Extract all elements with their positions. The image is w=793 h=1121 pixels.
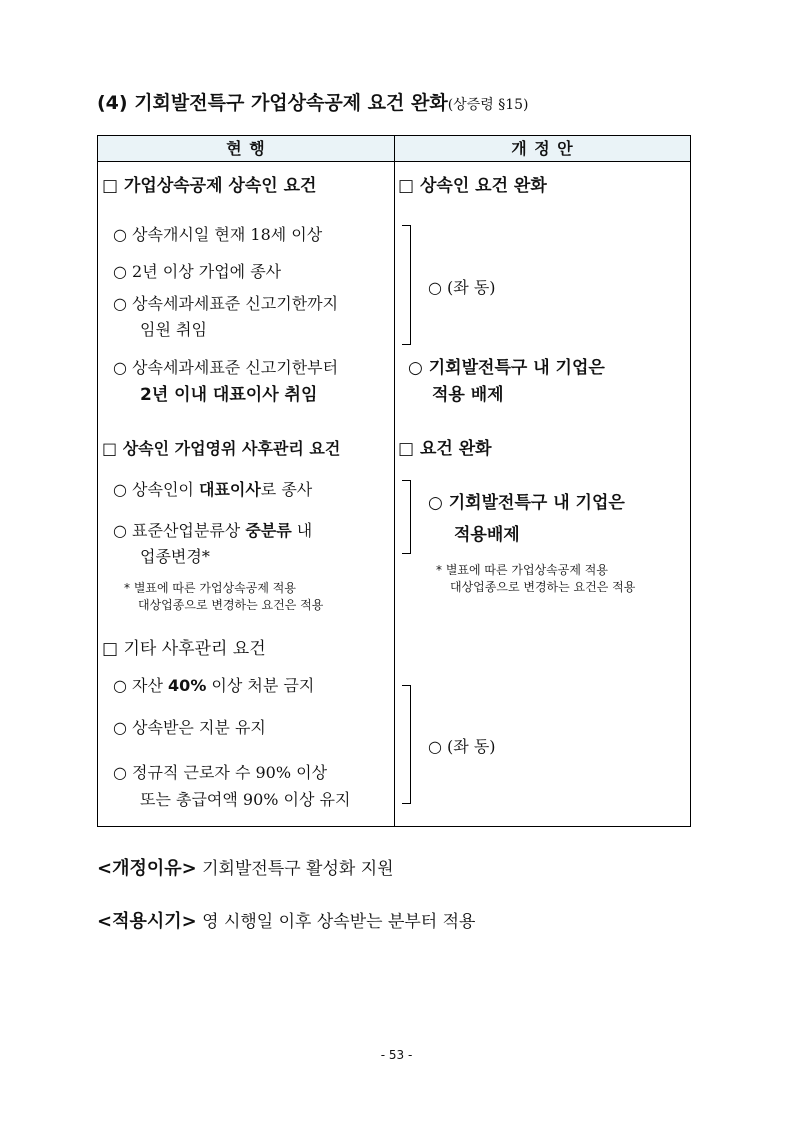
column-divider: [394, 136, 395, 826]
reason-text: 기회발전특구 활성화 지원: [196, 859, 394, 879]
s1-item-experience: ○ 2년 이상 가업에 종사: [113, 262, 282, 281]
s2-left-heading: □ 상속인 가업영위 사후관리 요건: [102, 439, 341, 458]
s2-right-heading: □ 요건 완화: [398, 439, 492, 459]
s2-left-note: * 별표에 따른 가업상속공제 적용: [124, 581, 296, 595]
timing-label: <적용시기>: [97, 911, 197, 932]
s1-right-exclusion: ○ 기회발전특구 내 기업은: [408, 358, 605, 378]
s1-right-exclusion-cont: 적용 배제: [432, 385, 504, 405]
s3-bracket: [402, 685, 411, 804]
s2-item-industry: ○ 표준산업분류상 중분류 내: [113, 521, 313, 540]
s1-item-ceo: ○ 상속세과세표준 신고기한부터: [113, 358, 339, 377]
heading-title: (4) 기회발전특구 가업상속공제 요건 완화: [97, 92, 448, 114]
heading-reference: (상증령 §15): [447, 97, 529, 113]
s1-right-heading: □ 상속인 요건 완화: [398, 176, 547, 196]
s1-left-heading: □ 가업상속공제 상속인 요건: [102, 176, 317, 196]
reason-line: [97, 854, 394, 880]
s1-bracket: [402, 225, 411, 345]
s1-item-age: ○ 상속개시일 현재 18세 이상: [113, 225, 323, 244]
section-heading: [97, 88, 528, 115]
s1-item-executive-cont: 임원 취임: [140, 320, 207, 339]
s3-item-employment: ○ 정규직 근로자 수 90% 이상: [113, 763, 328, 782]
page-number: - 53 -: [380, 1048, 413, 1062]
s1-item-ceo-cont: 2년 이내 대표이사 취임: [140, 385, 318, 405]
s2-right-exclusion: ○ 기회발전특구 내 기업은: [428, 493, 625, 513]
s1-item-executive: ○ 상속세과세표준 신고기한까지: [113, 294, 339, 313]
timing-text: 영 시행일 이후 상속받는 분부터 적용: [196, 912, 476, 932]
reason-label: <개정이유>: [97, 858, 197, 879]
s1-right-same: ○ (좌 동): [428, 278, 496, 297]
header-proposed: 개 정 안: [511, 139, 574, 158]
s2-item-ceo-engage: ○ 상속인이 대표이사로 종사: [113, 480, 313, 499]
s3-item-shares: ○ 상속받은 지분 유지: [113, 718, 266, 737]
s2-item-industry-cont: 업종변경*: [140, 547, 210, 566]
s3-right-same: ○ (좌 동): [428, 737, 496, 756]
s2-right-note: * 별표에 따른 가업상속공제 적용: [436, 563, 608, 577]
s2-bracket: [402, 480, 411, 554]
comparison-table: [97, 135, 691, 827]
s3-item-employment-cont: 또는 총급여액 90% 이상 유지: [140, 790, 351, 809]
s2-right-note-cont: 대상업종으로 변경하는 요건은 적용: [450, 580, 636, 594]
s3-left-heading: □ 기타 사후관리 요건: [102, 639, 266, 659]
s3-item-asset: ○ 자산 40% 이상 처분 금지: [113, 676, 315, 695]
timing-line: [97, 907, 475, 933]
header-current: 현 행: [226, 139, 266, 158]
s2-left-note-cont: 대상업종으로 변경하는 요건은 적용: [138, 598, 324, 612]
s2-right-exclusion-cont: 적용배제: [454, 525, 520, 545]
